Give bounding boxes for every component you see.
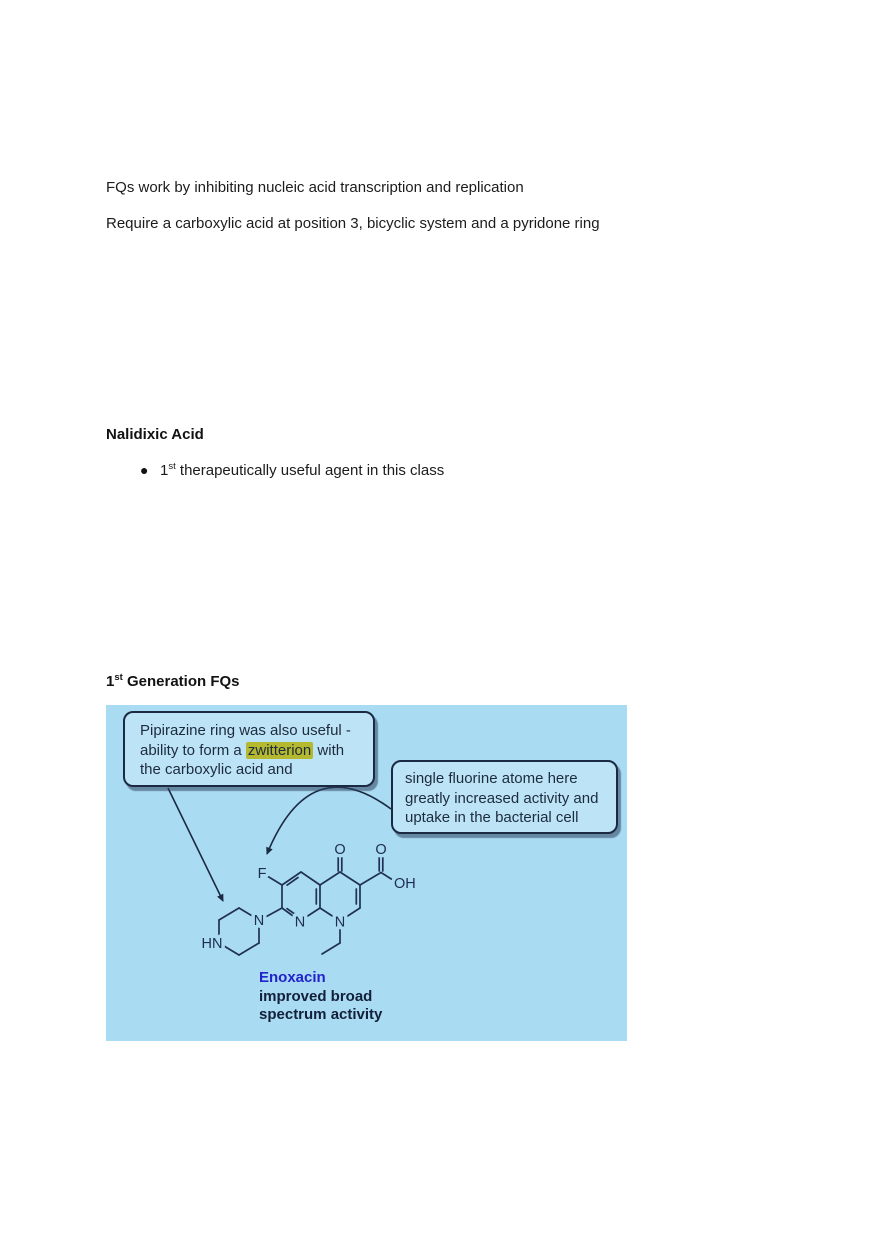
atom-label-hn: HN <box>201 936 223 952</box>
carboxylic-acid-group <box>360 856 396 885</box>
callout-fluorine-line1: single fluorine atome here <box>405 770 578 787</box>
heading-1st-generation-fqs <box>106 672 240 690</box>
callout-piperazine-line2 <box>140 741 373 761</box>
atom-label-n-piperazine: N <box>253 913 265 929</box>
callout-piperazine-line3: the carboxylic acid and <box>140 761 293 778</box>
fluorine-bond <box>268 877 282 886</box>
caption-line2: improved broad <box>259 988 373 1005</box>
atom-label-n1: N <box>334 914 346 931</box>
bullet-dot-icon: ● <box>140 462 149 478</box>
heading-gen-number: 1 <box>106 673 115 690</box>
paragraph-fq-requirements: Require a carboxylic acid at position 3, bicyclic system and a pyridone ring <box>106 215 600 232</box>
bullet-item <box>140 461 444 479</box>
caption-line3: spectrum activity <box>259 1006 383 1023</box>
enoxacin-figure <box>106 705 627 1041</box>
atom-label-f: F <box>257 866 267 882</box>
atom-label-o-ketone: O <box>334 842 346 858</box>
atom-label-o-carboxyl: O <box>375 842 387 858</box>
zwitterion-highlight: zwitterion <box>247 741 312 759</box>
bullet-text-superscript: st <box>168 461 176 472</box>
callout-line2-before: ability to form a <box>140 741 246 759</box>
bullet-text-number: 1 <box>160 462 169 479</box>
callout-piperazine-zwitterion <box>123 711 375 787</box>
callout-fluorine <box>391 760 618 834</box>
atom-label-n8: N <box>294 914 306 931</box>
callout-line2-after: with <box>313 741 345 759</box>
heading-gen-text: Generation FQs <box>122 673 240 690</box>
drug-name-label: Enoxacin <box>259 969 326 986</box>
paragraph-fq-mechanism: FQs work by inhibiting nucleic acid transcription and replication <box>106 179 524 196</box>
arrow-to-piperazine <box>168 788 223 901</box>
callout-fluorine-line3: uptake in the bacterial cell <box>405 809 579 826</box>
piperazine-ring <box>219 908 282 955</box>
heading-nalidixic-acid: Nalidixic Acid <box>106 426 204 443</box>
arrow-to-fluorine <box>267 787 391 854</box>
callout-fluorine-line2: greatly increased activity and <box>405 789 599 807</box>
bullet-text-body: therapeutically useful agent in this class <box>175 462 445 479</box>
heading-gen-superscript: st <box>114 672 123 683</box>
callout-piperazine-line1: Pipirazine ring was also useful - <box>140 722 351 739</box>
ketone-group <box>338 856 342 871</box>
atom-label-oh: OH <box>394 876 416 892</box>
